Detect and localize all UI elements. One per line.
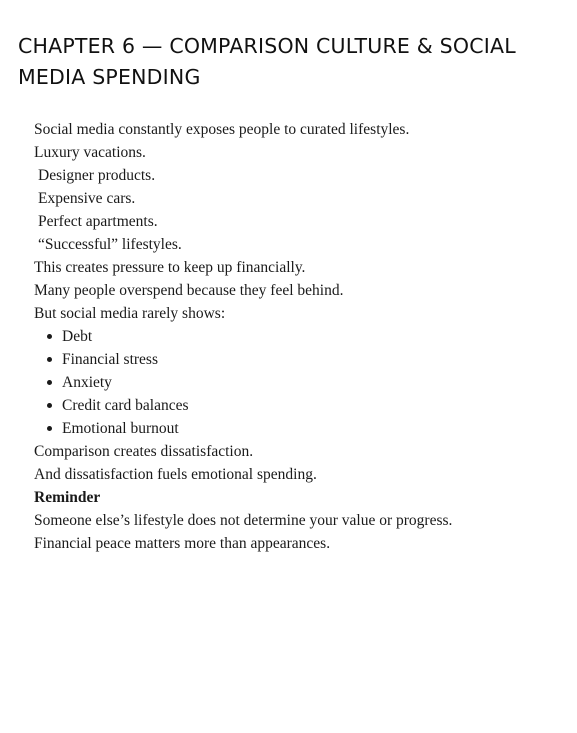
list-item	[34, 348, 564, 371]
dissatisfaction-paragraph: And dissatisfaction fuels emotional spending.	[34, 466, 317, 483]
reminder-heading: Reminder	[34, 489, 101, 506]
bullet-icon	[47, 403, 52, 408]
list-item	[34, 371, 564, 394]
rarely-shows-paragraph: But social media rarely shows:	[34, 305, 226, 322]
example-line: “Successful” lifestyles.	[38, 236, 182, 253]
overspend-paragraph: Many people overspend because they feel behind.	[34, 282, 344, 299]
reminder-line: Financial peace matters more than appearances.	[34, 535, 331, 552]
bullet-icon	[47, 357, 52, 362]
list-item-label: Anxiety	[62, 374, 112, 391]
list-item-label: Financial stress	[62, 351, 158, 368]
list-item	[34, 325, 564, 348]
example-line: Designer products.	[38, 167, 156, 184]
chapter-body	[34, 118, 564, 555]
list-item	[34, 394, 564, 417]
pressure-paragraph: This creates pressure to keep up financially.	[34, 259, 306, 276]
bullet-icon	[47, 334, 52, 339]
example-line: Expensive cars.	[38, 190, 136, 207]
list-item-label: Emotional burnout	[62, 420, 179, 437]
hidden-costs-list	[34, 325, 564, 440]
reminder-line: Someone else’s lifestyle does not determine your value or progress.	[34, 512, 453, 529]
chapter-title: CHAPTER 6 — COMPARISON CULTURE & SOCIAL MEDIA SPENDING	[18, 34, 516, 89]
list-item-label: Debt	[62, 328, 93, 345]
example-line: Luxury vacations.	[34, 144, 146, 161]
example-line: Perfect apartments.	[38, 213, 158, 230]
intro-paragraph: Social media constantly exposes people to curated lifestyles.	[34, 121, 410, 138]
comparison-paragraph: Comparison creates dissatisfaction.	[34, 443, 254, 460]
list-item	[34, 417, 564, 440]
bullet-icon	[47, 380, 52, 385]
bullet-icon	[47, 426, 52, 431]
list-item-label: Credit card balances	[62, 397, 189, 414]
